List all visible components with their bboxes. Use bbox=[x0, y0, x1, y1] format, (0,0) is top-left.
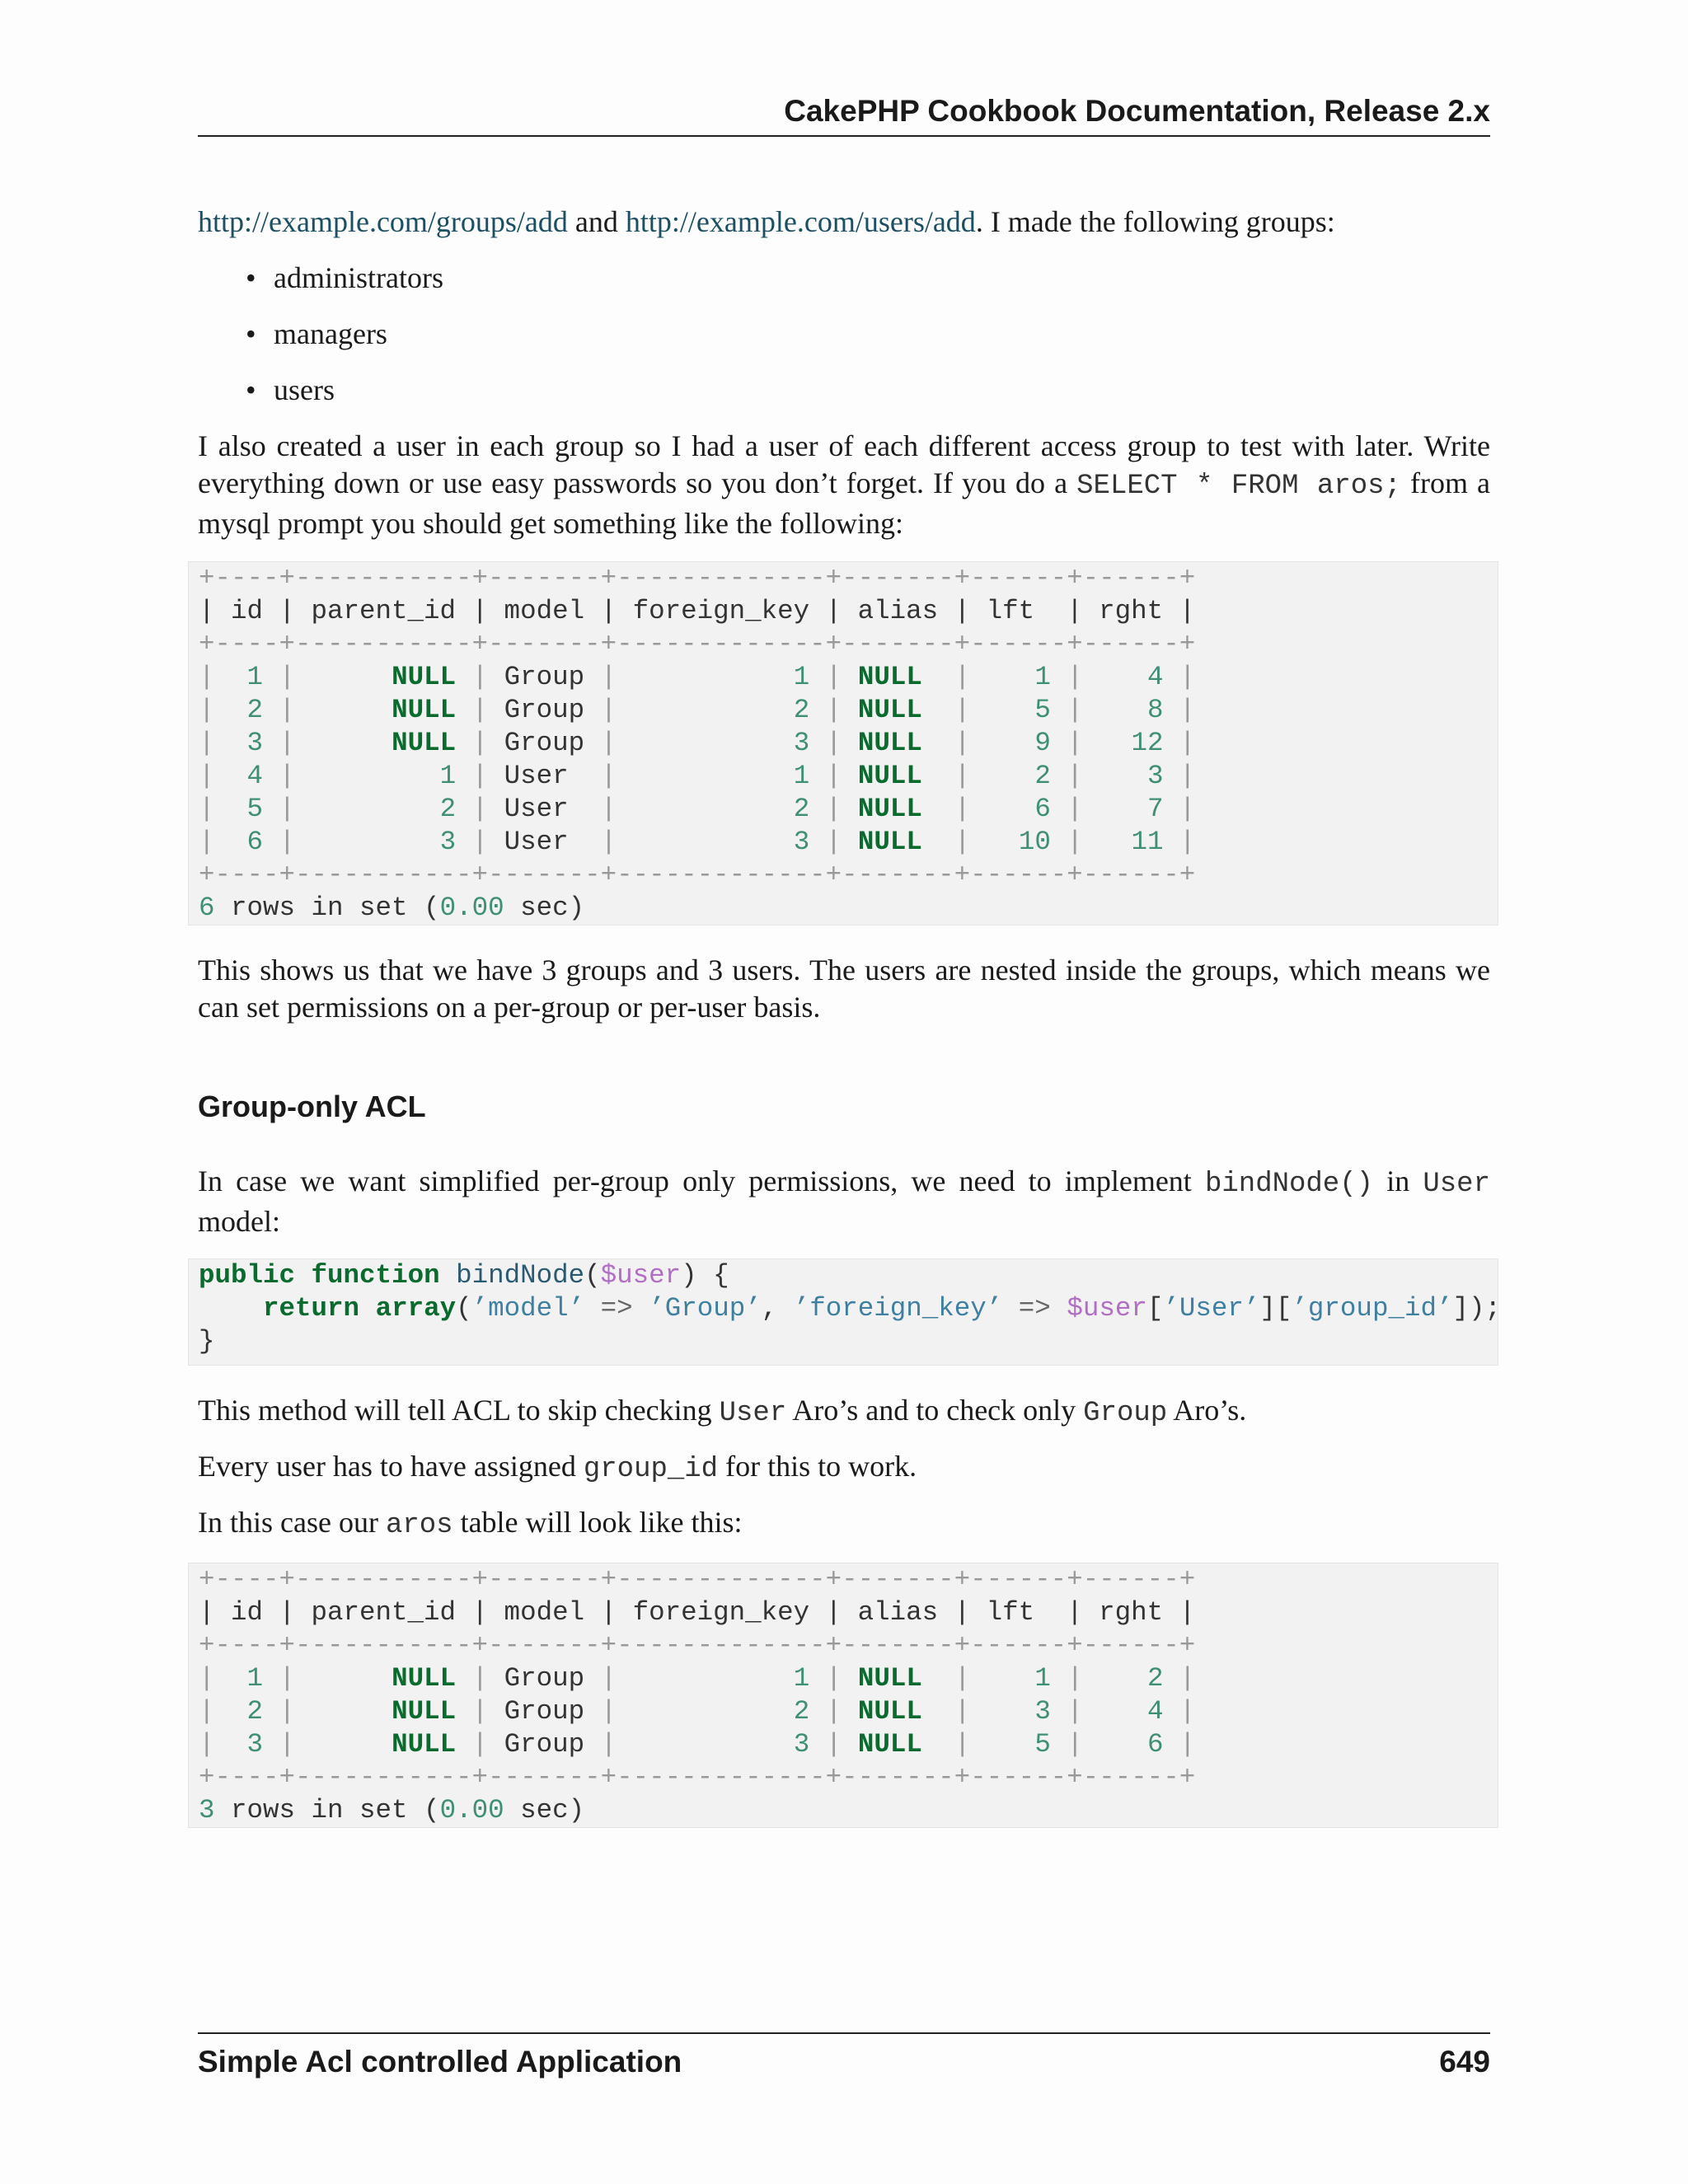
cell-separator: | bbox=[954, 1696, 971, 1727]
table-cell-rght: 2 bbox=[1146, 1663, 1164, 1694]
variable: $user bbox=[600, 1260, 682, 1291]
cell-separator: | bbox=[279, 1663, 296, 1694]
cell-separator: | bbox=[600, 695, 617, 725]
query-time: 0.00 bbox=[439, 1795, 504, 1825]
keyword: function bbox=[311, 1260, 440, 1291]
table-cell-foreign-key: 1 bbox=[793, 761, 810, 791]
table-cell-foreign-key: 1 bbox=[793, 1663, 810, 1694]
table-cell-alias: NULL bbox=[857, 827, 922, 857]
cell-separator: | bbox=[1067, 761, 1083, 791]
footer-text: sec) bbox=[504, 1795, 585, 1825]
cell-separator: | bbox=[471, 1663, 489, 1694]
table-cell-id: 5 bbox=[246, 794, 264, 824]
cell-separator: | bbox=[600, 662, 617, 692]
cell-separator: | bbox=[199, 794, 215, 824]
cell-separator: | bbox=[1179, 1696, 1196, 1727]
cell-separator: | bbox=[825, 827, 842, 857]
table-border: +----+-----------+-------+-------------+-------+------+------+ bbox=[199, 1630, 1196, 1661]
table-cell-id: 1 bbox=[246, 1663, 264, 1694]
para-text: In case we want simplified per-group only permissions, we need to implement bbox=[198, 1165, 1205, 1197]
cell-separator: | bbox=[825, 794, 842, 824]
cell-separator: | bbox=[199, 695, 215, 725]
cell-separator: | bbox=[600, 1663, 617, 1694]
table-cell-rght: 11 bbox=[1131, 827, 1164, 857]
table-cell-id: 3 bbox=[246, 728, 264, 758]
table-cell-rght: 4 bbox=[1146, 1696, 1164, 1727]
intro-and: and bbox=[567, 205, 626, 238]
string-literal: ’foreign_key’ bbox=[793, 1293, 1003, 1324]
cell-separator: | bbox=[199, 1663, 215, 1694]
table-cell-lft: 6 bbox=[1034, 794, 1051, 824]
para-text: table will look like this: bbox=[452, 1506, 743, 1539]
cell-separator: | bbox=[199, 761, 215, 791]
string-literal: ’User’ bbox=[1163, 1293, 1260, 1324]
keyword: return bbox=[263, 1293, 360, 1324]
table-border: +----+-----------+-------+-------------+-------+------+------+ bbox=[199, 563, 1196, 593]
users-add-link[interactable]: http://example.com/users/add bbox=[625, 205, 976, 238]
table-cell-rght: 4 bbox=[1146, 662, 1164, 692]
cell-separator: | bbox=[600, 728, 617, 758]
string-literal: ’model’ bbox=[471, 1293, 585, 1324]
intro-rest: . I made the following groups: bbox=[975, 205, 1335, 238]
cell-separator: | bbox=[954, 761, 971, 791]
table-cell-parent-id: NULL bbox=[392, 728, 457, 758]
cell-separator: | bbox=[279, 761, 296, 791]
string-literal: ’Group’ bbox=[649, 1293, 762, 1324]
groups-list bbox=[198, 260, 1434, 428]
cell-separator: | bbox=[1067, 1729, 1083, 1760]
table-border: +----+-----------+-------+-------------+-------+------+------+ bbox=[199, 1762, 1196, 1793]
cell-separator: | bbox=[954, 728, 971, 758]
cell-separator: | bbox=[825, 695, 842, 725]
string-literal: ’group_id’ bbox=[1292, 1293, 1453, 1324]
cell-separator: | bbox=[1067, 662, 1083, 692]
table-cell-model: Group bbox=[504, 695, 585, 725]
running-footer bbox=[198, 2032, 1490, 2082]
intro-paragraph bbox=[198, 204, 1490, 241]
para-text: In this case our bbox=[198, 1506, 386, 1539]
cell-separator: | bbox=[600, 827, 617, 857]
cell-separator: | bbox=[954, 695, 971, 725]
table-cell-foreign-key: 2 bbox=[793, 695, 810, 725]
table-cell-model: Group bbox=[504, 1696, 585, 1727]
table-cell-lft: 9 bbox=[1034, 728, 1051, 758]
table-cell-foreign-key: 3 bbox=[793, 827, 810, 857]
cell-separator: | bbox=[954, 1663, 971, 1694]
cell-separator: | bbox=[825, 1729, 842, 1760]
cell-separator: | bbox=[471, 695, 489, 725]
table-cell-lft: 3 bbox=[1034, 1696, 1051, 1727]
cell-separator: | bbox=[1179, 728, 1196, 758]
list-item: • managers bbox=[198, 316, 1434, 372]
para-text: This method will tell ACL to skip checking bbox=[198, 1394, 720, 1427]
table-cell-alias: NULL bbox=[857, 1696, 922, 1727]
table-cell-model: User bbox=[504, 761, 569, 791]
function-name: bindNode bbox=[456, 1260, 585, 1291]
table-cell-foreign-key: 3 bbox=[793, 728, 810, 758]
para-text: Aro’s. bbox=[1167, 1394, 1247, 1427]
summary-paragraph: This shows us that we have 3 groups and 3 users. The users are nested inside the groups, which means we can set permissions on a per-group or per-user basis. bbox=[198, 954, 1490, 1024]
table-border: +----+-----------+-------+-------------+-------+------+------+ bbox=[199, 629, 1196, 659]
cell-separator: | bbox=[1067, 1663, 1083, 1694]
cell-separator: | bbox=[825, 728, 842, 758]
cell-separator: | bbox=[279, 827, 296, 857]
table-cell-model: Group bbox=[504, 1663, 585, 1694]
inline-code: User bbox=[719, 1398, 787, 1429]
aros-intro-paragraph bbox=[198, 1504, 1490, 1544]
aros-table-block-2 bbox=[188, 1563, 1498, 1828]
table-cell-parent-id: 3 bbox=[439, 827, 457, 857]
cell-separator: | bbox=[1179, 662, 1196, 692]
inline-code: Group bbox=[1083, 1398, 1168, 1429]
cell-separator: | bbox=[471, 1696, 489, 1727]
table-cell-alias: NULL bbox=[857, 761, 922, 791]
cell-separator: | bbox=[600, 794, 617, 824]
cell-separator: | bbox=[199, 827, 215, 857]
cell-separator: | bbox=[954, 1729, 971, 1760]
table-cell-lft: 10 bbox=[1018, 827, 1051, 857]
table-cell-lft: 1 bbox=[1034, 662, 1051, 692]
cell-separator: | bbox=[199, 1696, 215, 1727]
aros-query-output bbox=[189, 562, 1498, 925]
bindnode-paragraph bbox=[198, 1163, 1490, 1240]
table-cell-parent-id: 2 bbox=[439, 794, 457, 824]
cell-separator: | bbox=[471, 794, 489, 824]
table-cell-foreign-key: 2 bbox=[793, 794, 810, 824]
table-border: +----+-----------+-------+-------------+-------+------+------+ bbox=[199, 1564, 1196, 1595]
inline-code: group_id bbox=[583, 1454, 719, 1485]
table-header: | id | parent_id | model | foreign_key | alias | lft | rght | bbox=[199, 1597, 1196, 1628]
cell-separator: | bbox=[1179, 761, 1196, 791]
table-cell-alias: NULL bbox=[857, 695, 922, 725]
table-cell-rght: 3 bbox=[1146, 761, 1164, 791]
table-cell-rght: 7 bbox=[1146, 794, 1164, 824]
cell-separator: | bbox=[1179, 1729, 1196, 1760]
cell-separator: | bbox=[199, 1729, 215, 1760]
cell-separator: | bbox=[825, 1696, 842, 1727]
table-cell-model: User bbox=[504, 794, 569, 824]
cell-separator: | bbox=[1067, 695, 1083, 725]
keyword: array bbox=[375, 1293, 457, 1324]
table-cell-id: 6 bbox=[246, 827, 264, 857]
aros-table-block bbox=[188, 561, 1498, 926]
cell-separator: | bbox=[1179, 1663, 1196, 1694]
cell-separator: | bbox=[1067, 1696, 1083, 1727]
variable: $user bbox=[1067, 1293, 1147, 1324]
cell-separator: | bbox=[471, 1729, 489, 1760]
table-header: | id | parent_id | model | foreign_key | alias | lft | rght | bbox=[199, 596, 1196, 626]
table-cell-alias: NULL bbox=[857, 794, 922, 824]
cell-separator: | bbox=[199, 728, 215, 758]
php-code-block bbox=[188, 1258, 1501, 1366]
table-cell-lft: 5 bbox=[1034, 695, 1051, 725]
list-item: • administrators bbox=[198, 260, 1434, 316]
bindnode-code: public function bindNode($user) { return array(’model’ => ’Group’, ’foreign_key’ => $user[’User’][’group_id’]); } bbox=[199, 1260, 1501, 1357]
para-text: Aro’s and to check only bbox=[786, 1394, 1084, 1427]
section-heading: Group-only ACL bbox=[198, 1090, 426, 1123]
inline-code: aros bbox=[385, 1510, 453, 1541]
table-cell-alias: NULL bbox=[857, 728, 922, 758]
aros-query-output-2 bbox=[189, 1563, 1498, 1827]
cell-separator: | bbox=[954, 794, 971, 824]
running-header: CakePHP Cookbook Documentation, Release 2.x bbox=[198, 91, 1490, 137]
row-count: 3 bbox=[199, 1795, 215, 1825]
footer-text: sec) bbox=[504, 893, 585, 923]
page-number: 649 bbox=[1439, 2045, 1490, 2079]
para-text: model: bbox=[198, 1205, 280, 1238]
table-cell-foreign-key: 2 bbox=[793, 1696, 810, 1727]
table-cell-rght: 12 bbox=[1131, 728, 1164, 758]
list-item: • users bbox=[198, 372, 1434, 428]
cell-separator: | bbox=[199, 662, 215, 692]
table-cell-lft: 5 bbox=[1034, 1729, 1051, 1760]
para-text: I also created a user in each group so I had a user of each different access group to test with later. Write everything down or use easy passwords so you don’t forget. If you do a bbox=[198, 429, 1490, 499]
row-count: 6 bbox=[199, 893, 215, 923]
para-text: for this to work. bbox=[718, 1450, 917, 1483]
table-cell-model: Group bbox=[504, 662, 585, 692]
cell-separator: | bbox=[600, 1729, 617, 1760]
para-text: from a mysql prompt you should get something like the following: bbox=[198, 466, 1491, 540]
cell-separator: | bbox=[825, 662, 842, 692]
table-cell-model: User bbox=[504, 827, 569, 857]
query-time: 0.00 bbox=[439, 893, 504, 923]
table-cell-alias: NULL bbox=[857, 1729, 922, 1760]
cell-separator: | bbox=[1179, 794, 1196, 824]
cell-separator: | bbox=[279, 662, 296, 692]
cell-separator: | bbox=[600, 1696, 617, 1727]
table-cell-lft: 2 bbox=[1034, 761, 1051, 791]
cell-separator: | bbox=[1179, 827, 1196, 857]
cell-separator: | bbox=[1067, 728, 1083, 758]
cell-separator: | bbox=[825, 761, 842, 791]
cell-separator: | bbox=[954, 827, 971, 857]
para-text: Every user has to have assigned bbox=[198, 1450, 584, 1483]
cell-separator: | bbox=[1067, 794, 1083, 824]
para-text: in bbox=[1373, 1165, 1423, 1197]
table-border: +----+-----------+-------+-------------+-------+------+------+ bbox=[199, 860, 1196, 890]
footer-text: rows in set ( bbox=[214, 1795, 440, 1825]
table-cell-foreign-key: 1 bbox=[793, 662, 810, 692]
inline-code: bindNode() bbox=[1204, 1169, 1374, 1200]
footer-text: rows in set ( bbox=[214, 893, 440, 923]
table-cell-parent-id: NULL bbox=[392, 662, 457, 692]
cell-separator: | bbox=[954, 662, 971, 692]
table-cell-id: 1 bbox=[246, 662, 264, 692]
table-cell-rght: 8 bbox=[1146, 695, 1164, 725]
inline-code: SELECT * FROM aros; bbox=[1076, 471, 1401, 502]
cell-separator: | bbox=[471, 827, 489, 857]
cell-separator: | bbox=[279, 728, 296, 758]
group-id-paragraph bbox=[198, 1448, 1490, 1488]
cell-separator: | bbox=[279, 695, 296, 725]
cell-separator: | bbox=[825, 1663, 842, 1694]
table-cell-parent-id: NULL bbox=[392, 1729, 457, 1760]
table-cell-alias: NULL bbox=[857, 1663, 922, 1694]
table-cell-parent-id: NULL bbox=[392, 1663, 457, 1694]
table-cell-id: 2 bbox=[246, 1696, 264, 1727]
groups-add-link[interactable]: http://example.com/groups/add bbox=[198, 205, 568, 238]
table-cell-parent-id: 1 bbox=[439, 761, 457, 791]
select-paragraph bbox=[198, 428, 1490, 542]
cell-separator: | bbox=[279, 1729, 296, 1760]
cell-separator: | bbox=[471, 662, 489, 692]
table-cell-id: 4 bbox=[246, 761, 264, 791]
table-cell-rght: 6 bbox=[1146, 1729, 1164, 1760]
table-cell-parent-id: NULL bbox=[392, 695, 457, 725]
cell-separator: | bbox=[471, 728, 489, 758]
footer-chapter: Simple Acl controlled Application bbox=[198, 2045, 682, 2079]
table-cell-alias: NULL bbox=[857, 662, 922, 692]
table-cell-parent-id: NULL bbox=[392, 1696, 457, 1727]
inline-code: User bbox=[1423, 1169, 1490, 1200]
table-cell-id: 3 bbox=[246, 1729, 264, 1760]
cell-separator: | bbox=[471, 761, 489, 791]
table-cell-foreign-key: 3 bbox=[793, 1729, 810, 1760]
table-cell-model: Group bbox=[504, 728, 585, 758]
cell-separator: | bbox=[1067, 827, 1083, 857]
cell-separator: | bbox=[600, 761, 617, 791]
cell-separator: | bbox=[1179, 695, 1196, 725]
table-cell-model: Group bbox=[504, 1729, 585, 1760]
cell-separator: | bbox=[279, 1696, 296, 1727]
table-cell-lft: 1 bbox=[1034, 1663, 1051, 1694]
table-cell-id: 2 bbox=[246, 695, 264, 725]
cell-separator: | bbox=[279, 794, 296, 824]
keyword: public bbox=[199, 1260, 296, 1291]
skip-paragraph bbox=[198, 1392, 1490, 1432]
operator: => bbox=[600, 1293, 633, 1324]
operator: => bbox=[1018, 1293, 1051, 1324]
